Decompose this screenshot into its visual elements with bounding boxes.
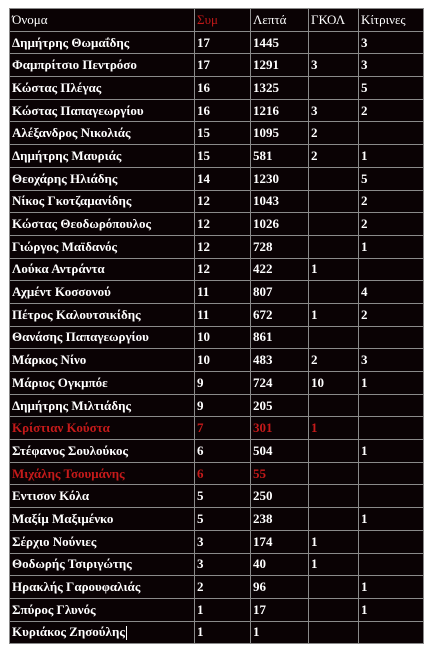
table-row	[10, 440, 424, 463]
minutes-cell[interactable]: 40	[251, 553, 309, 576]
yellow-cards-cell[interactable]: 1	[359, 508, 424, 531]
player-name-cell[interactable]: Φαμπρίτσιο Πεντρόσο	[10, 54, 195, 77]
goals-cell[interactable]: 1	[309, 553, 359, 576]
minutes-cell[interactable]: 807	[251, 281, 309, 304]
goals-cell[interactable]: 3	[309, 54, 359, 77]
player-name-cell[interactable]: Στέφανος Σουλούκος	[10, 440, 195, 463]
minutes-cell[interactable]: 238	[251, 508, 309, 531]
player-name-cell[interactable]: Λούκα Αντράντα	[10, 258, 195, 281]
player-stats-table	[9, 8, 424, 644]
minutes-cell[interactable]: 422	[251, 258, 309, 281]
appearances-cell[interactable]: 16	[195, 77, 251, 100]
appearances-cell[interactable]: 16	[195, 99, 251, 122]
player-name-cell[interactable]: Θεοχάρης Ηλιάδης	[10, 167, 195, 190]
yellow-cards-cell[interactable]: 1	[359, 372, 424, 395]
minutes-cell[interactable]: 728	[251, 235, 309, 258]
player-name-cell[interactable]: Μιχάλης Τσουμάνης	[10, 462, 195, 485]
table-row	[10, 417, 424, 440]
goals-cell[interactable]: 1	[309, 417, 359, 440]
goals-cell[interactable]	[309, 213, 359, 236]
minutes-cell[interactable]: 861	[251, 326, 309, 349]
goals-cell[interactable]	[309, 440, 359, 463]
minutes-cell[interactable]: 1095	[251, 122, 309, 145]
table-row	[10, 530, 424, 553]
yellow-cards-cell[interactable]: 3	[359, 349, 424, 372]
appearances-cell[interactable]: 5	[195, 485, 251, 508]
goals-cell[interactable]	[309, 462, 359, 485]
yellow-cards-cell[interactable]	[359, 462, 424, 485]
player-name-cell[interactable]: Κώστας Θεοδωρόπουλος	[10, 213, 195, 236]
minutes-cell[interactable]: 250	[251, 485, 309, 508]
player-name-cell[interactable]: Θανάσης Παπαγεωργίου	[10, 326, 195, 349]
minutes-cell[interactable]: 1445	[251, 31, 309, 54]
yellow-cards-cell[interactable]: 3	[359, 54, 424, 77]
goals-cell[interactable]	[309, 621, 359, 644]
goals-cell[interactable]: 2	[309, 145, 359, 168]
header-yellow-cards[interactable]: Κίτρινες	[359, 9, 424, 32]
minutes-cell[interactable]: 1	[251, 621, 309, 644]
player-name-cell[interactable]: Ηρακλής Γαρουφαλιάς	[10, 576, 195, 599]
table-row	[10, 167, 424, 190]
table-row	[10, 99, 424, 122]
goals-cell[interactable]	[309, 576, 359, 599]
yellow-cards-cell[interactable]: 1	[359, 598, 424, 621]
table-row	[10, 326, 424, 349]
table-row	[10, 349, 424, 372]
table-row	[10, 598, 424, 621]
table-row	[10, 621, 424, 644]
table-row	[10, 281, 424, 304]
yellow-cards-cell[interactable]	[359, 394, 424, 417]
appearances-cell[interactable]: 10	[195, 349, 251, 372]
table-row	[10, 31, 424, 54]
goals-cell[interactable]	[309, 281, 359, 304]
goals-cell[interactable]: 3	[309, 99, 359, 122]
player-name-cell[interactable]: Σέρχιο Νούνιες	[10, 530, 195, 553]
header-appearances[interactable]: Συμ	[195, 9, 251, 32]
goals-cell[interactable]: 1	[309, 258, 359, 281]
appearances-cell[interactable]: 9	[195, 372, 251, 395]
goals-cell[interactable]	[309, 77, 359, 100]
yellow-cards-cell[interactable]	[359, 621, 424, 644]
goals-cell[interactable]	[309, 485, 359, 508]
appearances-cell[interactable]: 3	[195, 530, 251, 553]
table-row	[10, 77, 424, 100]
player-name-cell[interactable]: Μάριος Ογκμπόε	[10, 372, 195, 395]
appearances-cell[interactable]: 6	[195, 462, 251, 485]
appearances-cell[interactable]: 15	[195, 122, 251, 145]
table-row	[10, 508, 424, 531]
player-name-cell[interactable]: Αλέξανδρος Νικολιάς	[10, 122, 195, 145]
player-name-cell[interactable]: Κώστας Πλέγας	[10, 77, 195, 100]
goals-cell[interactable]: 2	[309, 122, 359, 145]
minutes-cell[interactable]: 724	[251, 372, 309, 395]
table-row	[10, 54, 424, 77]
appearances-cell[interactable]: 11	[195, 281, 251, 304]
minutes-cell[interactable]: 672	[251, 303, 309, 326]
minutes-cell[interactable]: 1291	[251, 54, 309, 77]
appearances-cell[interactable]: 15	[195, 145, 251, 168]
minutes-cell[interactable]: 1043	[251, 190, 309, 213]
appearances-cell[interactable]: 11	[195, 303, 251, 326]
yellow-cards-cell[interactable]: 5	[359, 77, 424, 100]
appearances-cell[interactable]: 12	[195, 190, 251, 213]
yellow-cards-cell[interactable]: 3	[359, 31, 424, 54]
table-row	[10, 190, 424, 213]
yellow-cards-cell[interactable]: 2	[359, 213, 424, 236]
table-row	[10, 394, 424, 417]
player-name-cell[interactable]: Δημήτρης Μιλτιάδης	[10, 394, 195, 417]
appearances-cell[interactable]: 5	[195, 508, 251, 531]
minutes-cell[interactable]: 581	[251, 145, 309, 168]
player-name-cell[interactable]: Δημήτρης Μαυριάς	[10, 145, 195, 168]
text-cursor	[126, 626, 127, 640]
goals-cell[interactable]	[309, 508, 359, 531]
table-row	[10, 553, 424, 576]
table-row	[10, 485, 424, 508]
minutes-cell[interactable]: 504	[251, 440, 309, 463]
goals-cell[interactable]: 2	[309, 349, 359, 372]
goals-cell[interactable]: 1	[309, 303, 359, 326]
minutes-cell[interactable]: 96	[251, 576, 309, 599]
minutes-cell[interactable]: 1325	[251, 77, 309, 100]
yellow-cards-cell[interactable]	[359, 258, 424, 281]
goals-cell[interactable]	[309, 190, 359, 213]
minutes-cell[interactable]: 17	[251, 598, 309, 621]
goals-cell[interactable]: 10	[309, 372, 359, 395]
header-minutes[interactable]: Λεπτά	[251, 9, 309, 32]
table-row	[10, 235, 424, 258]
yellow-cards-cell[interactable]: 4	[359, 281, 424, 304]
appearances-cell[interactable]: 12	[195, 213, 251, 236]
player-name-cell[interactable]: Γιώργος Μαϊδανός	[10, 235, 195, 258]
yellow-cards-cell[interactable]: 2	[359, 99, 424, 122]
appearances-cell[interactable]: 14	[195, 167, 251, 190]
yellow-cards-cell[interactable]	[359, 485, 424, 508]
yellow-cards-cell[interactable]	[359, 553, 424, 576]
appearances-cell[interactable]: 10	[195, 326, 251, 349]
goals-cell[interactable]	[309, 235, 359, 258]
goals-cell[interactable]	[309, 598, 359, 621]
minutes-cell[interactable]: 483	[251, 349, 309, 372]
appearances-cell[interactable]: 9	[195, 394, 251, 417]
minutes-cell[interactable]: 55	[251, 462, 309, 485]
table-row	[10, 576, 424, 599]
table-row	[10, 372, 424, 395]
yellow-cards-cell[interactable]: 1	[359, 440, 424, 463]
yellow-cards-cell[interactable]	[359, 122, 424, 145]
yellow-cards-cell[interactable]: 5	[359, 167, 424, 190]
appearances-cell[interactable]: 1	[195, 621, 251, 644]
player-name-cell[interactable]: Εντισον Κόλα	[10, 485, 195, 508]
player-name-cell[interactable]: Θοδωρής Τσιριγώτης	[10, 553, 195, 576]
appearances-cell[interactable]: 17	[195, 31, 251, 54]
goals-cell[interactable]	[309, 31, 359, 54]
table-header-row	[10, 9, 424, 32]
yellow-cards-cell[interactable]	[359, 417, 424, 440]
player-name-cell[interactable]: Κυριάκος Ζησούλης	[10, 621, 195, 644]
appearances-cell[interactable]: 17	[195, 54, 251, 77]
appearances-cell[interactable]: 12	[195, 258, 251, 281]
yellow-cards-cell[interactable]: 1	[359, 145, 424, 168]
yellow-cards-cell[interactable]: 2	[359, 303, 424, 326]
player-name-cell[interactable]: Μάρκος Νίνο	[10, 349, 195, 372]
minutes-cell[interactable]: 1026	[251, 213, 309, 236]
table-row	[10, 213, 424, 236]
goals-cell[interactable]	[309, 326, 359, 349]
table-row	[10, 462, 424, 485]
player-name-cell[interactable]: Κώστας Παπαγεωργίου	[10, 99, 195, 122]
table-row	[10, 303, 424, 326]
appearances-cell[interactable]: 2	[195, 576, 251, 599]
yellow-cards-cell[interactable]: 2	[359, 190, 424, 213]
goals-cell[interactable]: 1	[309, 530, 359, 553]
appearances-cell[interactable]: 12	[195, 235, 251, 258]
minutes-cell[interactable]: 205	[251, 394, 309, 417]
appearances-cell[interactable]: 6	[195, 440, 251, 463]
goals-cell[interactable]	[309, 394, 359, 417]
yellow-cards-cell[interactable]	[359, 530, 424, 553]
minutes-cell[interactable]: 1216	[251, 99, 309, 122]
player-name-cell[interactable]: Πέτρος Καλουτσικίδης	[10, 303, 195, 326]
minutes-cell[interactable]: 301	[251, 417, 309, 440]
appearances-cell[interactable]: 7	[195, 417, 251, 440]
table-row	[10, 145, 424, 168]
player-name-cell[interactable]: Κρίστιαν Κούστα	[10, 417, 195, 440]
yellow-cards-cell[interactable]: 1	[359, 235, 424, 258]
appearances-cell[interactable]: 3	[195, 553, 251, 576]
goals-cell[interactable]	[309, 167, 359, 190]
player-name-cell[interactable]: Σπύρος Γλυνός	[10, 598, 195, 621]
player-name-cell[interactable]: Μαξίμ Μαξιμένκο	[10, 508, 195, 531]
appearances-cell[interactable]: 1	[195, 598, 251, 621]
player-name-cell[interactable]: Νίκος Γκοτζαμανίδης	[10, 190, 195, 213]
header-name[interactable]: Όνομα	[10, 9, 195, 32]
yellow-cards-cell[interactable]: 1	[359, 576, 424, 599]
header-goals[interactable]: ΓΚΟΛ	[309, 9, 359, 32]
minutes-cell[interactable]: 174	[251, 530, 309, 553]
player-name-cell[interactable]: Αχμέντ Κοσσονού	[10, 281, 195, 304]
table-row	[10, 122, 424, 145]
table-body	[10, 31, 424, 644]
table-row	[10, 258, 424, 281]
player-name-cell[interactable]: Δημήτρης Θωμαΐδης	[10, 31, 195, 54]
minutes-cell[interactable]: 1230	[251, 167, 309, 190]
yellow-cards-cell[interactable]	[359, 326, 424, 349]
